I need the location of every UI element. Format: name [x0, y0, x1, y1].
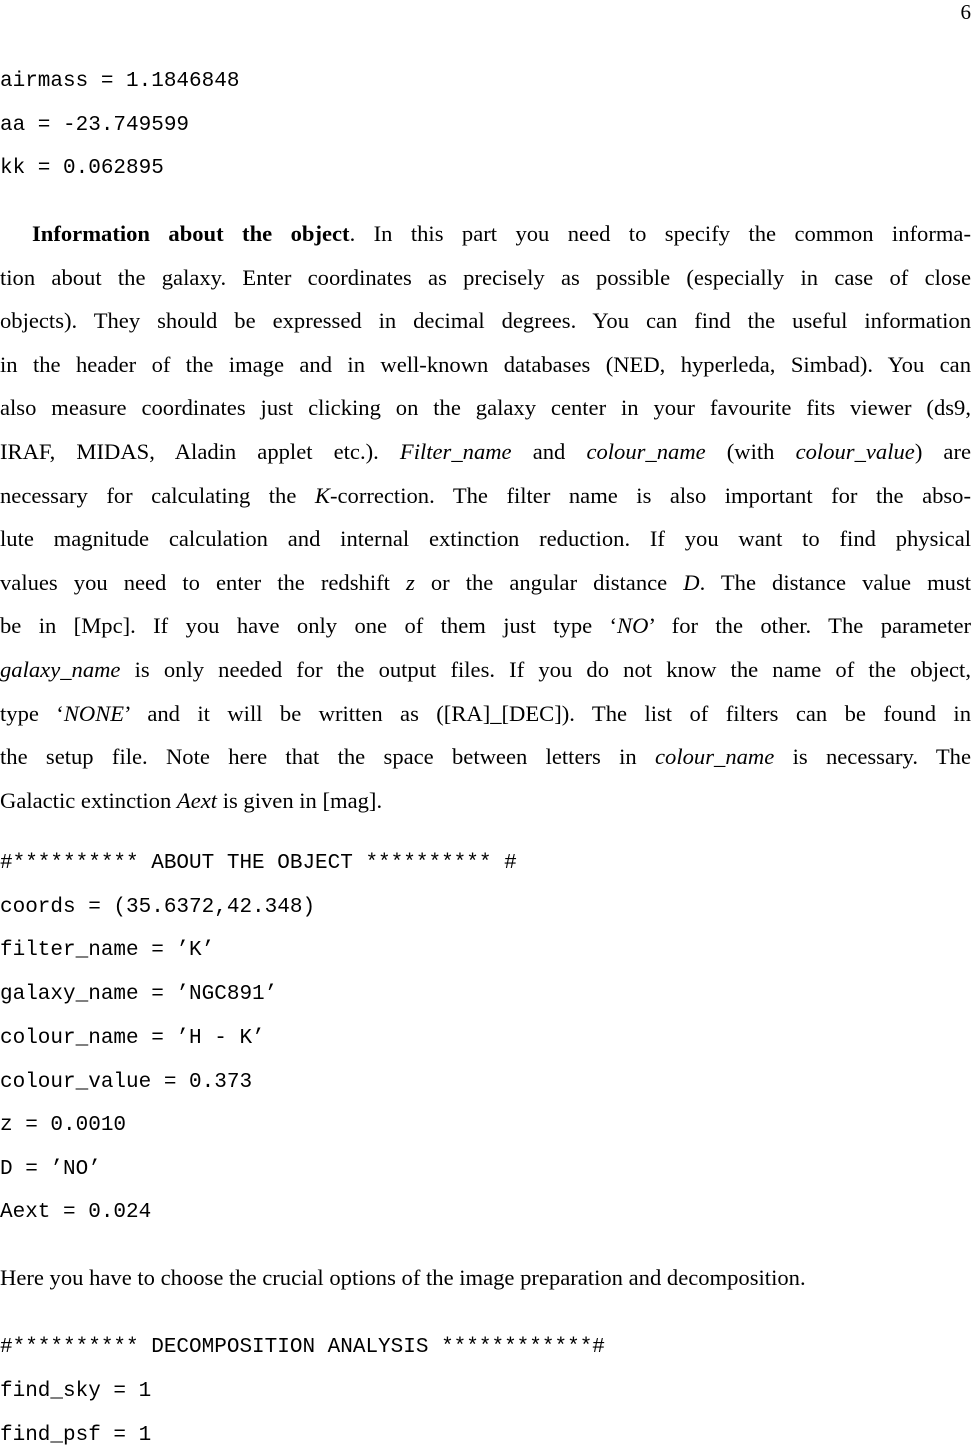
code-line-filter-name: filter_name = ’K’	[0, 939, 215, 962]
code-line-d: D = ’NO’	[0, 1158, 101, 1181]
code-line-airmass: airmass = 1.1846848	[0, 70, 240, 93]
paragraph-line: also measure coordinates just clicking on the galaxy center in your favourite fits viewer (ds9,	[0, 395, 971, 421]
object-info-paragraph	[0, 212, 971, 822]
decomposition-intro	[0, 1256, 971, 1300]
code-line-colour-name: colour_name = ’H - K’	[0, 1027, 265, 1050]
page-number: 6	[960, 0, 971, 24]
paragraph-line: tion about the galaxy. Enter coordinates as precisely as possible (especially in case of close	[0, 264, 971, 290]
paragraph-line: necessary for calculating the K-correction. The filter name is also important for the abso-	[0, 482, 971, 508]
paragraph-line: the setup file. Note here that the space between letters in colour_name is necessary. The	[0, 744, 971, 770]
decomposition-block-header: #********** DECOMPOSITION ANALYSIS ************#	[0, 1336, 605, 1359]
code-line-coords: coords = (35.6372,42.348)	[0, 896, 316, 919]
paragraph-line: Galactic extinction Aext is given in [mag].	[0, 787, 383, 813]
paragraph-line: lute magnitude calculation and internal extinction reduction. If you want to find physical	[0, 526, 971, 552]
paragraph-line: Information about the object. In this part you need to specify the common informa-	[32, 221, 971, 246]
code-line-find-psf: find_psf = 1	[0, 1424, 152, 1447]
code-line-colour-value: colour_value = 0.373	[0, 1071, 253, 1094]
code-line-aa: aa = -23.749599	[0, 114, 190, 137]
paragraph-line: galaxy_name is only needed for the output files. If you do not know the name of the object,	[0, 656, 971, 682]
code-line-kk: kk = 0.062895	[0, 157, 164, 180]
code-line-find-sky: find_sky = 1	[0, 1380, 152, 1403]
code-line-z: z = 0.0010	[0, 1114, 127, 1137]
object-block-header: #********** ABOUT THE OBJECT ********** #	[0, 852, 517, 875]
paragraph-line: in the header of the image and in well-known databases (NED, hyperleda, Simbad). You can	[0, 351, 971, 377]
paragraph-line: objects). They should be expressed in decimal degrees. You can find the useful information	[0, 308, 971, 334]
paragraph-line: type ‘NONE’ and it will be written as ([RA]_[DEC]). The list of filters can be found in	[0, 700, 971, 726]
paragraph-line: be in [Mpc]. If you have only one of them just type ‘NO’ for the other. The parameter	[0, 613, 971, 639]
code-line-galaxy-name: galaxy_name = ’NGC891’	[0, 983, 278, 1006]
paragraph-line: IRAF, MIDAS, Aladin applet etc.). Filter_name and colour_name (with colour_value) are	[0, 438, 971, 464]
code-line-aext: Aext = 0.024	[0, 1201, 152, 1224]
section-heading: Information about the object	[32, 221, 350, 246]
paragraph-line: values you need to enter the redshift z or the angular distance D. The distance value must	[0, 569, 971, 595]
paragraph-line: Here you have to choose the crucial options of the image preparation and decomposition.	[0, 1265, 806, 1290]
